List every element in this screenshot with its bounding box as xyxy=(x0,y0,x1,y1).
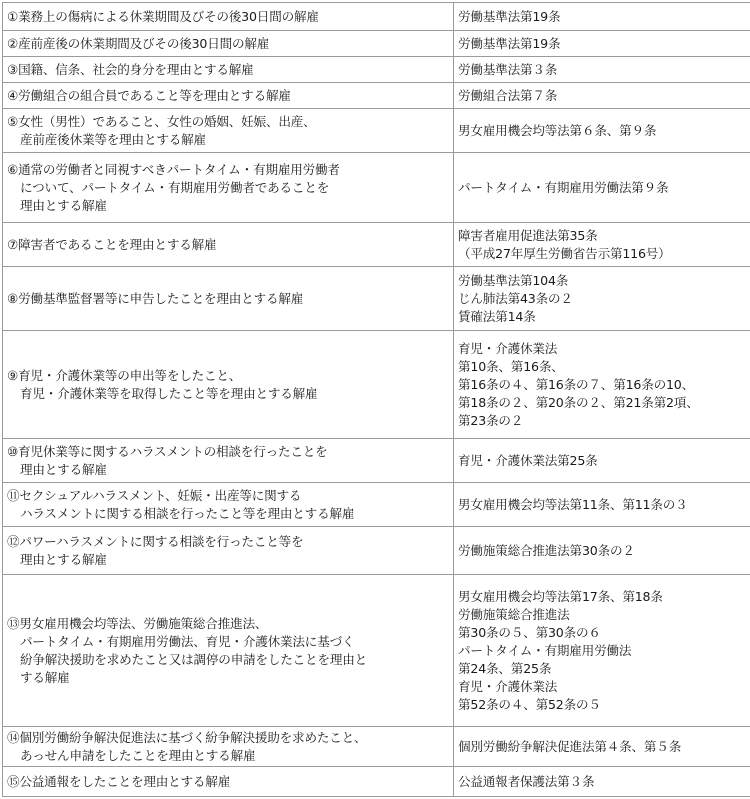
dismissal-reason-cell xyxy=(3,3,454,31)
legal-basis-cell xyxy=(454,527,750,575)
dismissal-restrictions-table xyxy=(2,2,750,797)
reason-line: 理由とする解雇 xyxy=(20,197,107,213)
dismissal-reason-cell xyxy=(3,57,454,83)
law-line: 第24条、第25条 xyxy=(458,660,552,676)
law-line: 育児・介護休業法 xyxy=(458,340,558,356)
law-line: 労働施策総合推進法 xyxy=(458,606,570,622)
reason-line: ⑨育児・介護休業等の申出等をしたこと、 xyxy=(7,367,242,383)
legal-basis-cell xyxy=(454,439,750,483)
law-line: 育児・介護休業法 xyxy=(458,678,558,694)
reason-line: ⑦障害者であることを理由とする解雇 xyxy=(7,236,217,252)
dismissal-reason-cell xyxy=(3,267,454,331)
reason-line: する解雇 xyxy=(20,669,70,685)
law-line: 労働基準法第19条 xyxy=(458,8,561,24)
law-line: （平成27年厚生労働省告示第116号） xyxy=(458,245,671,261)
legal-basis-cell xyxy=(454,223,750,267)
reason-line: 紛争解決援助を求めたこと又は調停の申請をしたことを理由と xyxy=(20,651,368,667)
table-row xyxy=(3,109,750,153)
table-row xyxy=(3,57,750,83)
reason-line: ①業務上の傷病による休業期間及びその後30日間の解雇 xyxy=(7,8,319,24)
reason-line: ⑫パワーハラスメントに関する相談を行ったこと等を xyxy=(7,533,304,549)
dismissal-reason-cell xyxy=(3,483,454,527)
reason-line: ハラスメントに関する相談を行ったこと等を理由とする解雇 xyxy=(20,505,355,521)
reason-line: パートタイム・有期雇用労働法、育児・介護休業法に基づく xyxy=(20,633,355,649)
law-line: 第10条、第16条、 xyxy=(458,358,564,374)
dismissal-reason-cell xyxy=(3,331,454,439)
reason-line: 育児・介護休業等を取得したこと等を理由とする解雇 xyxy=(20,385,318,401)
legal-basis-cell xyxy=(454,31,750,57)
reason-line: ⑩育児休業等に関するハラスメントの相談を行ったことを xyxy=(7,443,328,459)
legal-basis-cell xyxy=(454,153,750,223)
table-row xyxy=(3,31,750,57)
reason-line: 理由とする解雇 xyxy=(20,551,107,567)
law-line: 賃確法第14条 xyxy=(458,308,536,324)
reason-line: ②産前産後の休業期間及びその後30日間の解雇 xyxy=(7,35,270,51)
law-line: 育児・介護休業法第25条 xyxy=(458,452,598,468)
table-row xyxy=(3,153,750,223)
legal-basis-cell xyxy=(454,767,750,797)
law-line: 第16条の４、第16条の７、第16条の10、 xyxy=(458,376,695,392)
dismissal-reason-cell xyxy=(3,575,454,727)
law-line: 障害者雇用促進法第35条 xyxy=(458,227,598,243)
law-line: 第18条の２、第20条の２、第21条第2項、 xyxy=(458,394,699,410)
reason-line: について、パートタイム・有期雇用労働者であることを xyxy=(20,179,330,195)
legal-basis-cell xyxy=(454,267,750,331)
reason-line: ⑬男女雇用機会均等法、労働施策総合推進法、 xyxy=(7,615,268,631)
reason-line: ⑭個別労働紛争解決促進法に基づく紛争解決援助を求めたこと、 xyxy=(7,729,367,745)
reason-line: ③国籍、信条、社会的身分を理由とする解雇 xyxy=(7,61,254,77)
legal-basis-cell xyxy=(454,109,750,153)
dismissal-reason-cell xyxy=(3,153,454,223)
legal-basis-cell xyxy=(454,727,750,767)
dismissal-reason-cell xyxy=(3,727,454,767)
reason-line: 産前産後休業等を理由とする解雇 xyxy=(20,131,206,147)
reason-line: ⑮公益通報をしたことを理由とする解雇 xyxy=(7,773,231,789)
law-line: じん肺法第43条の２ xyxy=(458,290,573,306)
legal-basis-cell xyxy=(454,483,750,527)
law-line: 男女雇用機会均等法第11条、第11条の３ xyxy=(458,496,688,512)
table-row xyxy=(3,223,750,267)
reason-line: ⑧労働基準監督署等に申告したことを理由とする解雇 xyxy=(7,290,304,306)
legal-basis-cell xyxy=(454,3,750,31)
law-line: 男女雇用機会均等法第17条、第18条 xyxy=(458,588,663,604)
law-line: 第52条の４、第52条の５ xyxy=(458,696,601,712)
reason-line: 理由とする解雇 xyxy=(20,461,107,477)
dismissal-reason-cell xyxy=(3,223,454,267)
table-row xyxy=(3,331,750,439)
reason-line: ⑤女性（男性）であること、女性の婚姻、妊娠、出産、 xyxy=(7,113,316,129)
law-line: 公益通報者保護法第３条 xyxy=(458,773,595,789)
reason-line: あっせん申請をしたことを理由とする解雇 xyxy=(20,747,256,763)
dismissal-reason-cell xyxy=(3,439,454,483)
table-row xyxy=(3,527,750,575)
table-row xyxy=(3,727,750,767)
law-line: 労働施策総合推進法第30条の２ xyxy=(458,542,635,558)
law-line: 労働組合法第７条 xyxy=(458,87,558,103)
legal-basis-cell xyxy=(454,83,750,109)
law-line: 労働基準法第104条 xyxy=(458,272,569,288)
law-line: 労働基準法第19条 xyxy=(458,35,561,51)
law-line: パートタイム・有期雇用労働法 xyxy=(458,642,632,658)
law-line: 労働基準法第３条 xyxy=(458,61,558,77)
law-line: 第30条の５、第30条の６ xyxy=(458,624,601,640)
reason-line: ④労働組合の組合員であること等を理由とする解雇 xyxy=(7,87,291,103)
table-row xyxy=(3,439,750,483)
table-row xyxy=(3,767,750,797)
table-body xyxy=(3,3,750,797)
legal-basis-cell xyxy=(454,575,750,727)
table-row xyxy=(3,575,750,727)
dismissal-reason-cell xyxy=(3,767,454,797)
reason-line: ⑪セクシュアルハラスメント、妊娠・出産等に関する xyxy=(7,487,302,503)
table-row xyxy=(3,483,750,527)
law-line: 第23条の２ xyxy=(458,412,524,428)
law-line: 個別労働紛争解決促進法第４条、第５条 xyxy=(458,738,682,754)
reason-line: ⑥通常の労働者と同視すべきパートタイム・有期雇用労働者 xyxy=(7,161,340,177)
law-line: パートタイム・有期雇用労働法第９条 xyxy=(458,179,669,195)
table-row xyxy=(3,83,750,109)
law-line: 男女雇用機会均等法第６条、第９条 xyxy=(458,122,657,138)
legal-basis-cell xyxy=(454,57,750,83)
dismissal-reason-cell xyxy=(3,527,454,575)
legal-basis-cell xyxy=(454,331,750,439)
dismissal-reason-cell xyxy=(3,83,454,109)
dismissal-reason-cell xyxy=(3,109,454,153)
table-row xyxy=(3,267,750,331)
dismissal-reason-cell xyxy=(3,31,454,57)
table-row xyxy=(3,3,750,31)
